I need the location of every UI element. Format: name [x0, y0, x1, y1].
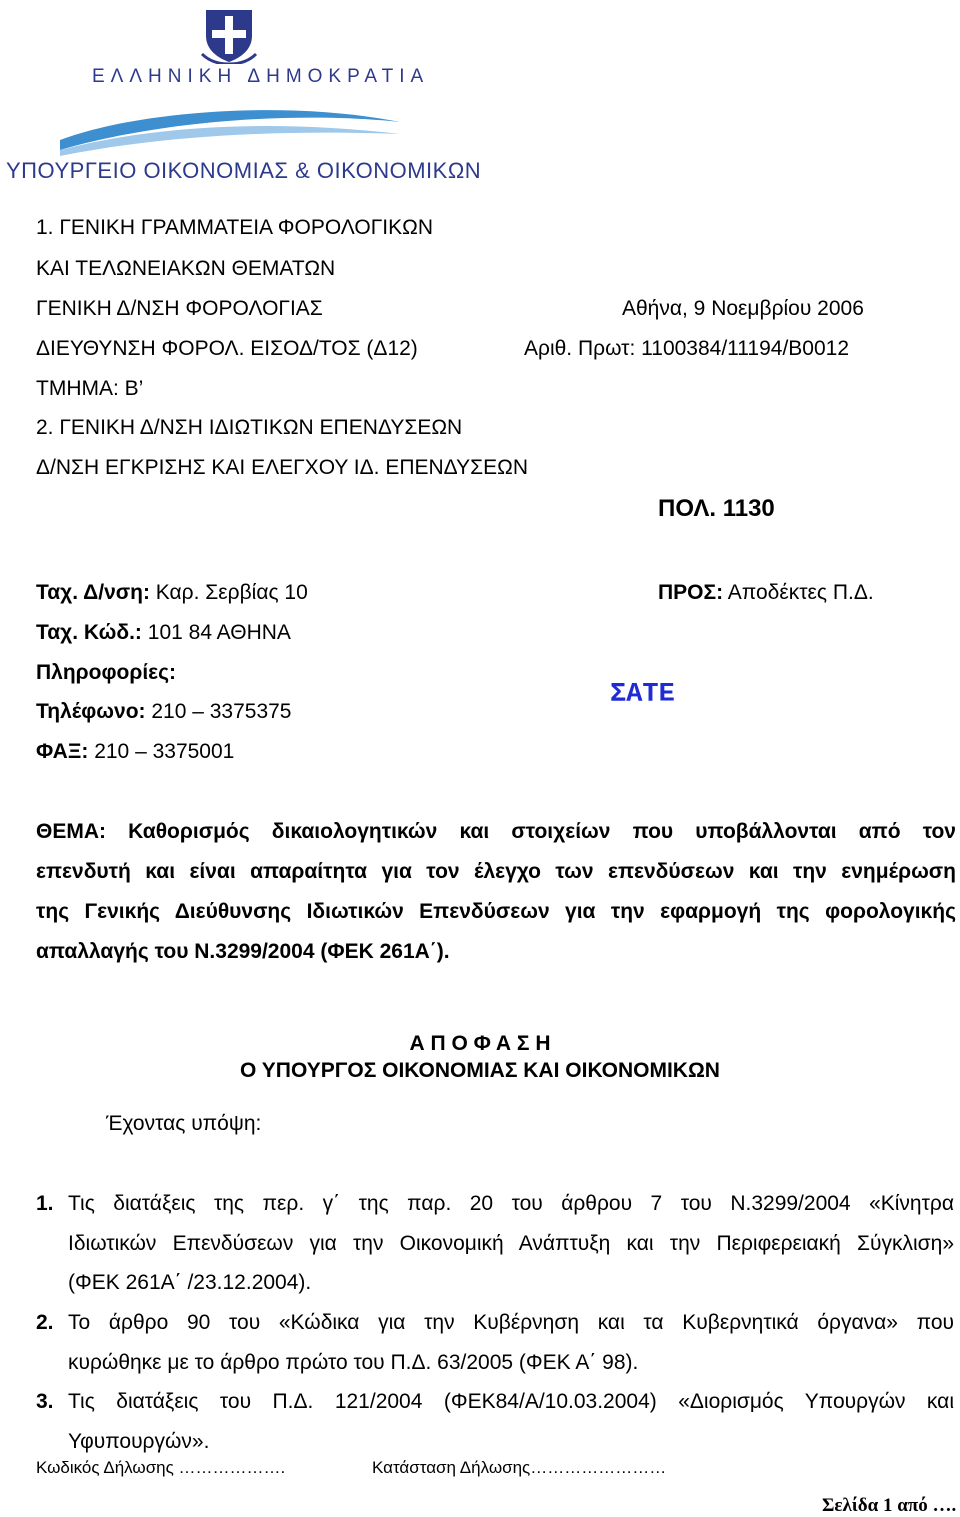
footer-declaration-code: Κωδικός Δήλωσης ……………….	[36, 1458, 286, 1477]
pol-number: ΠΟΛ. 1130	[658, 495, 775, 522]
item-3-line-1: Τις διατάξεις του Π.Δ. 121/2004 (ΦΕΚ84/Α/10.03.2004) «Διορισμός Υπουργών και	[68, 1390, 954, 1413]
org-line-6: 2. ΓΕΝΙΚΗ Δ/ΝΣΗ ΙΔΙΩΤΙΚΩΝ ΕΠΕΝΔΥΣΕΩΝ	[36, 416, 463, 439]
item-1-line-2: Ιδιωτικών Επενδύσεων για την Οικονομική Ανάπτυξη και την Περιφερειακή Σύγκλιση»	[68, 1232, 954, 1255]
org-line-1: 1. ΓΕΝΙΚΗ ΓΡΑΜΜΑΤΕΙΑ ΦΟΡΟΛΟΓΙΚΩΝ	[36, 216, 433, 239]
item-3-line-2: Υφυπουργών».	[68, 1430, 210, 1453]
item-1-line-3: (ΦΕΚ 261Α΄ /23.12.2004).	[68, 1271, 312, 1294]
item-3-number: 3.	[36, 1390, 54, 1413]
item-1-number: 1.	[36, 1192, 54, 1215]
org-line-3: ΓΕΝΙΚΗ Δ/ΝΣΗ ΦΟΡΟΛΟΓΙΑΣ	[36, 297, 323, 320]
org-line-4: ΔΙΕΥΘΥΝΣΗ ΦΟΡΟΛ. ΕΙΣΟΔ/ΤΟΣ (Δ12)	[36, 337, 418, 360]
footer-declaration-status: Κατάσταση Δήλωσης……………………	[372, 1458, 667, 1477]
subject-line-3: της Γενικής Διεύθυνσης Ιδιωτικών Επενδύσεων για την εφαρμογή της φορολογικής	[36, 900, 956, 923]
org-line-2: ΚΑΙ ΤΕΛΩΝΕΙΑΚΩΝ ΘΕΜΑΤΩΝ	[36, 257, 336, 280]
document-date: Αθήνα, 9 Νοεμβρίου 2006	[622, 297, 864, 320]
considering-label: Έχοντας υπόψη:	[106, 1112, 262, 1135]
postal-line	[36, 621, 291, 645]
phone-line	[36, 700, 292, 724]
item-2-line-2: κυρώθηκε με το άρθρο πρώτο του Π.Δ. 63/2005 (ΦΕΚ Α΄ 98).	[68, 1351, 639, 1374]
item-2-number: 2.	[36, 1311, 54, 1334]
fax-label: ΦΑΞ:	[36, 740, 89, 763]
address-line	[36, 581, 308, 605]
decision-title: Α Π Ο Φ Α Σ Η	[409, 1032, 551, 1055]
phone-value: 210 – 3375375	[145, 700, 292, 723]
fax-line	[36, 740, 234, 764]
address-label: Ταχ. Δ/νση:	[36, 581, 150, 604]
page-number: Σελίδα 1 από ….	[822, 1495, 957, 1516]
info-label: Πληροφορίες:	[36, 661, 177, 684]
postal-label: Ταχ. Κώδ.:	[36, 621, 142, 644]
greek-coat-of-arms-icon	[200, 6, 258, 64]
subject-line-1: ΘΕΜΑ: Καθορισμός δικαιολογητικών και στοιχείων που υποβάλλονται από τον	[36, 820, 956, 843]
recipients-value: Αποδέκτες Π.Δ.	[723, 581, 874, 604]
item-2-line-1: Το άρθρο 90 του «Κώδικα για την Κυβέρνηση και τα Κυβερνητικά όργανα» που	[68, 1311, 954, 1334]
logo-ministry-text: ΥΠΟΥΡΓΕΙΟ ΟΙΚΟΝΟΜΙΑΣ & ΟΙΚΟΝΟΜΙΚΩΝ	[6, 158, 482, 183]
org-line-5: ΤΜΗΜΑ: Β’	[36, 377, 144, 400]
recipient-sate: ΣΑΤΕ	[610, 680, 675, 710]
recipients-line	[658, 581, 874, 605]
recipients-label: ΠΡΟΣ:	[658, 581, 724, 604]
org-line-7: Δ/ΝΣΗ ΕΓΚΡΙΣΗΣ ΚΑΙ ΕΛΕΓΧΟΥ ΙΔ. ΕΠΕΝΔΥΣΕΩΝ	[36, 456, 529, 479]
logo-swoosh-icon	[60, 100, 400, 156]
decision-minister: Ο ΥΠΟΥΡΓΟΣ ΟΙΚΟΝΟΜΙΑΣ ΚΑΙ ΟΙΚΟΝΟΜΙΚΩΝ	[240, 1059, 720, 1082]
protocol-number: Αριθ. Πρωτ: 1100384/11194/Β0012	[524, 337, 850, 360]
phone-label: Τηλέφωνο:	[36, 700, 146, 723]
subject-line-2: επενδυτή και είναι απαραίτητα για τον έλεγχο των επενδύσεων και την ενημέρωση	[36, 860, 956, 883]
fax-value: 210 – 3375001	[88, 740, 235, 763]
postal-value: 101 84 ΑΘΗΝΑ	[141, 621, 291, 644]
logo-country-text: ΕΛΛΗΝΙΚΗ ΔΗΜΟΚΡΑΤΙΑ	[92, 66, 430, 87]
address-value: Καρ. Σερβίας 10	[149, 581, 308, 604]
item-1-line-1: Τις διατάξεις της περ. γ΄ της παρ. 20 του άρθρου 7 του Ν.3299/2004 «Κίνητρα	[68, 1192, 954, 1215]
subject-line-4: απαλλαγής του Ν.3299/2004 (ΦΕΚ 261Α΄).	[36, 940, 450, 963]
